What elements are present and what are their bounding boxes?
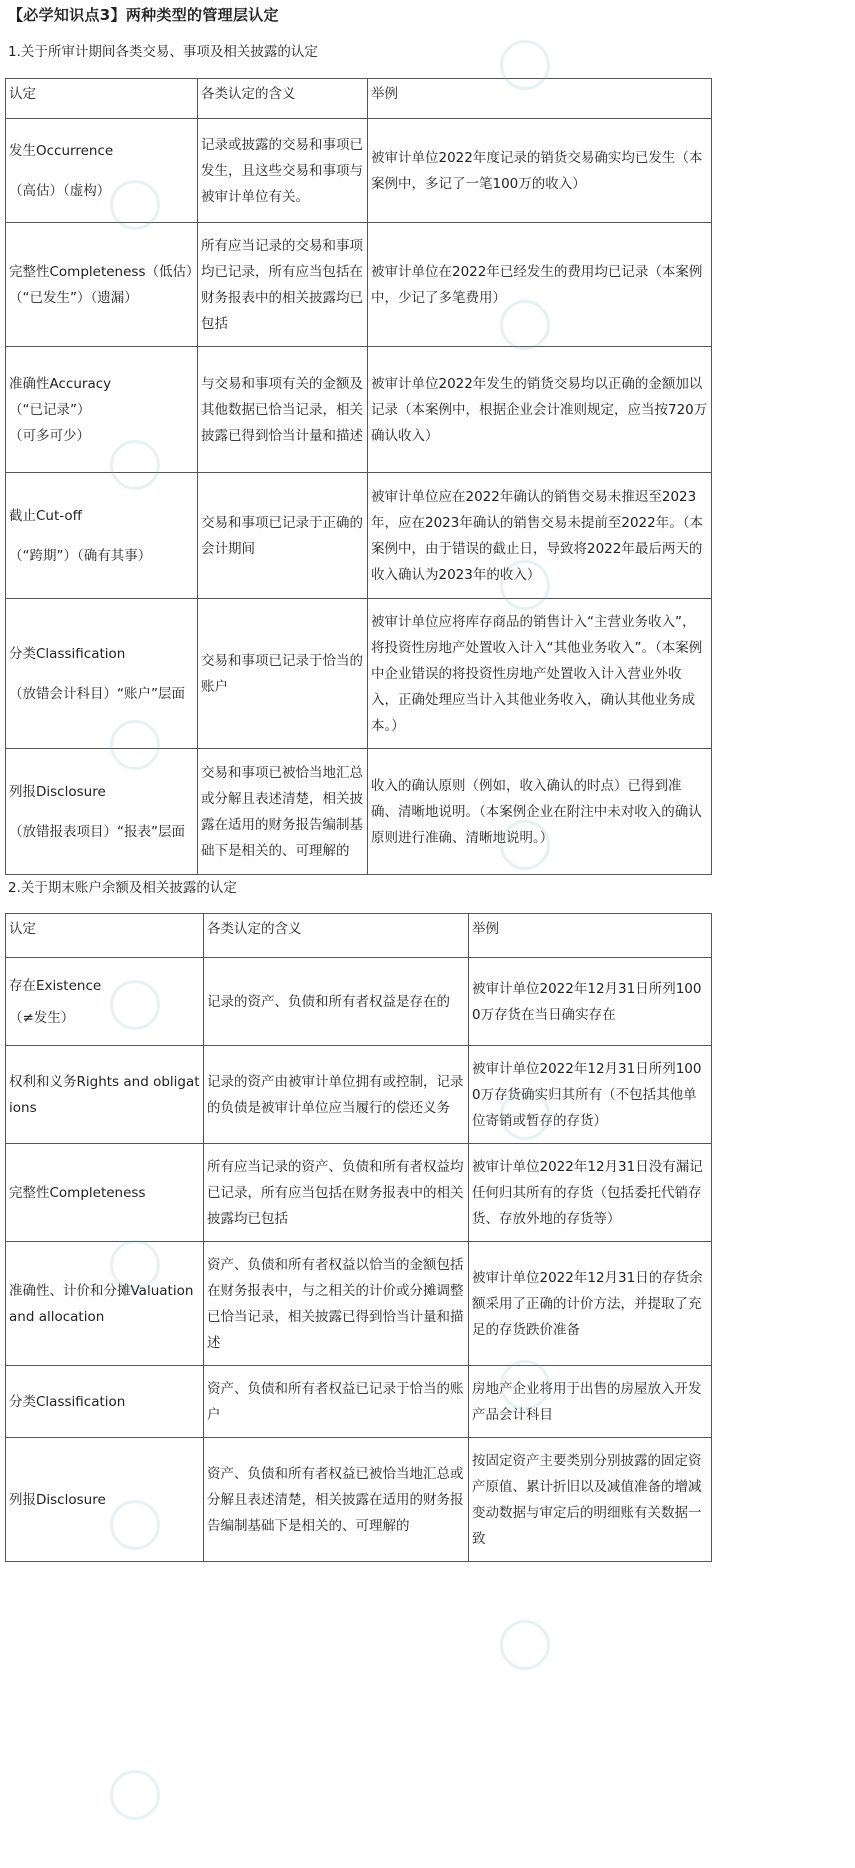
example-cell: 被审计单位2022年12月31日没有漏记任何归其所有的存货（包括委托代销存货、存放外地的存货等） [469,1144,712,1242]
meaning-cell: 所有应当记录的交易和事项均已记录，所有应当包括在财务报表中的相关披露均已包括 [198,223,368,347]
table-row [6,1366,712,1438]
assertion-cell: 列报Disclosure （放错报表项目）“报表”层面 [6,749,198,875]
header-cell: 认定 [6,914,204,958]
assertion-cell: 截止Cut-off （“跨期”）（确有其事） [6,473,198,599]
meaning-cell: 资产、负债和所有者权益以恰当的金额包括在财务报表中，与之相关的计价或分摊调整已恰当记录，相关披露已得到恰当计量和描述 [204,1242,469,1366]
meaning-cell: 与交易和事项有关的金额及其他数据已恰当记录，相关披露已得到恰当计量和描述 [198,347,368,473]
assertion-cell: 分类Classification （放错会计科目）“账户”层面 [6,599,198,749]
example-cell: 收入的确认原则（例如，收入确认的时点）已得到准确、清晰地说明。（本案例企业在附注中未对收入的确认原则进行准确、清晰地说明。） [368,749,712,875]
meaning-cell: 记录的资产由被审计单位拥有或控制，记录的负债是被审计单位应当履行的偿还义务 [204,1046,469,1144]
assertion-cell: 准确性、计价和分摊Valuation and allocation [6,1242,204,1366]
page-title: 【必学知识点3】两种类型的管理层认定 [8,6,279,24]
example-cell: 被审计单位在2022年已经发生的费用均已记录（本案例中，少记了多笔费用） [368,223,712,347]
assertion-cell: 完整性Completeness [6,1144,204,1242]
table-header-row [6,79,712,119]
watermark-logo-icon [500,1620,550,1670]
table-row [6,1438,712,1562]
example-cell: 被审计单位2022年发生的销货交易均以正确的金额加以记录（本案例中，根据企业会计准则规定，应当按720万确认收入） [368,347,712,473]
table-row [6,223,712,347]
watermark-logo-icon [110,1770,160,1820]
header-cell: 各类认定的含义 [198,79,368,119]
assertion-cell: 分类Classification [6,1366,204,1438]
section2-table [5,913,712,1562]
meaning-cell: 资产、负债和所有者权益已被恰当地汇总或分解且表述清楚，相关披露在适用的财务报告编制基础下是相关的、可理解的 [204,1438,469,1562]
table-row [6,1144,712,1242]
header-cell: 认定 [6,79,198,119]
meaning-cell: 记录或披露的交易和事项已发生，且这些交易和事项与被审计单位有关。 [198,119,368,223]
example-cell: 房地产企业将用于出售的房屋放入开发产品会计科目 [469,1366,712,1438]
header-cell: 举例 [368,79,712,119]
example-cell: 被审计单位应将库存商品的销售计入“主营业务收入”，将投资性房地产处置收入计入“其他业务收入”。（本案例中企业错误的将投资性房地产处置收入计入营业外收入，正确处理应当计入其他业务收入，确认其他业务成本。） [368,599,712,749]
meaning-cell: 交易和事项已被恰当地汇总或分解且表述清楚，相关披露在适用的财务报告编制基础下是相关的、可理解的 [198,749,368,875]
header-cell: 举例 [469,914,712,958]
table-row [6,347,712,473]
example-cell: 被审计单位应在2022年确认的销售交易未推迟至2023年，应在2023年确认的销售交易未提前至2022年。（本案例中，由于错误的截止日，导致将2022年最后两天的收入确认为2023年的收入） [368,473,712,599]
meaning-cell: 交易和事项已记录于正确的会计期间 [198,473,368,599]
table-row [6,1046,712,1144]
table-row [6,1242,712,1366]
example-cell: 被审计单位2022年12月31日的存货余额采用了正确的计价方法，并提取了充足的存货跌价准备 [469,1242,712,1366]
table-row [6,599,712,749]
example-cell: 被审计单位2022年12月31日所列1000万存货在当日确实存在 [469,958,712,1046]
meaning-cell: 所有应当记录的资产、负债和所有者权益均已记录，所有应当包括在财务报表中的相关披露均已包括 [204,1144,469,1242]
section1-table [5,78,712,875]
table-row [6,749,712,875]
meaning-cell: 记录的资产、负债和所有者权益是存在的 [204,958,469,1046]
section2-heading: 2.关于期末账户余额及相关披露的认定 [8,880,237,896]
table-row [6,958,712,1046]
assertion-cell: 存在Existence （≠发生） [6,958,204,1046]
table-header-row [6,914,712,958]
example-cell: 被审计单位2022年度记录的销货交易确实均已发生（本案例中，多记了一笔100万的收入） [368,119,712,223]
example-cell: 按固定资产主要类别分别披露的固定资产原值、累计折旧以及减值准备的增减变动数据与审定后的明细账有关数据一致 [469,1438,712,1562]
meaning-cell: 交易和事项已记录于恰当的账户 [198,599,368,749]
header-cell: 各类认定的含义 [204,914,469,958]
assertion-cell: 准确性Accuracy （“已记录”） （可多可少） [6,347,198,473]
assertion-cell: 发生Occurrence （高估）（虚构） [6,119,198,223]
assertion-cell: 权利和义务Rights and obligations [6,1046,204,1144]
table-row [6,119,712,223]
example-cell: 被审计单位2022年12月31日所列1000万存货确实归其所有（不包括其他单位寄销或暂存的存货） [469,1046,712,1144]
assertion-cell: 完整性Completeness（低估） （“已发生”）（遗漏） [6,223,198,347]
table-row [6,473,712,599]
meaning-cell: 资产、负债和所有者权益已记录于恰当的账户 [204,1366,469,1438]
assertion-cell: 列报Disclosure [6,1438,204,1562]
section1-heading: 1.关于所审计期间各类交易、事项及相关披露的认定 [8,44,318,60]
